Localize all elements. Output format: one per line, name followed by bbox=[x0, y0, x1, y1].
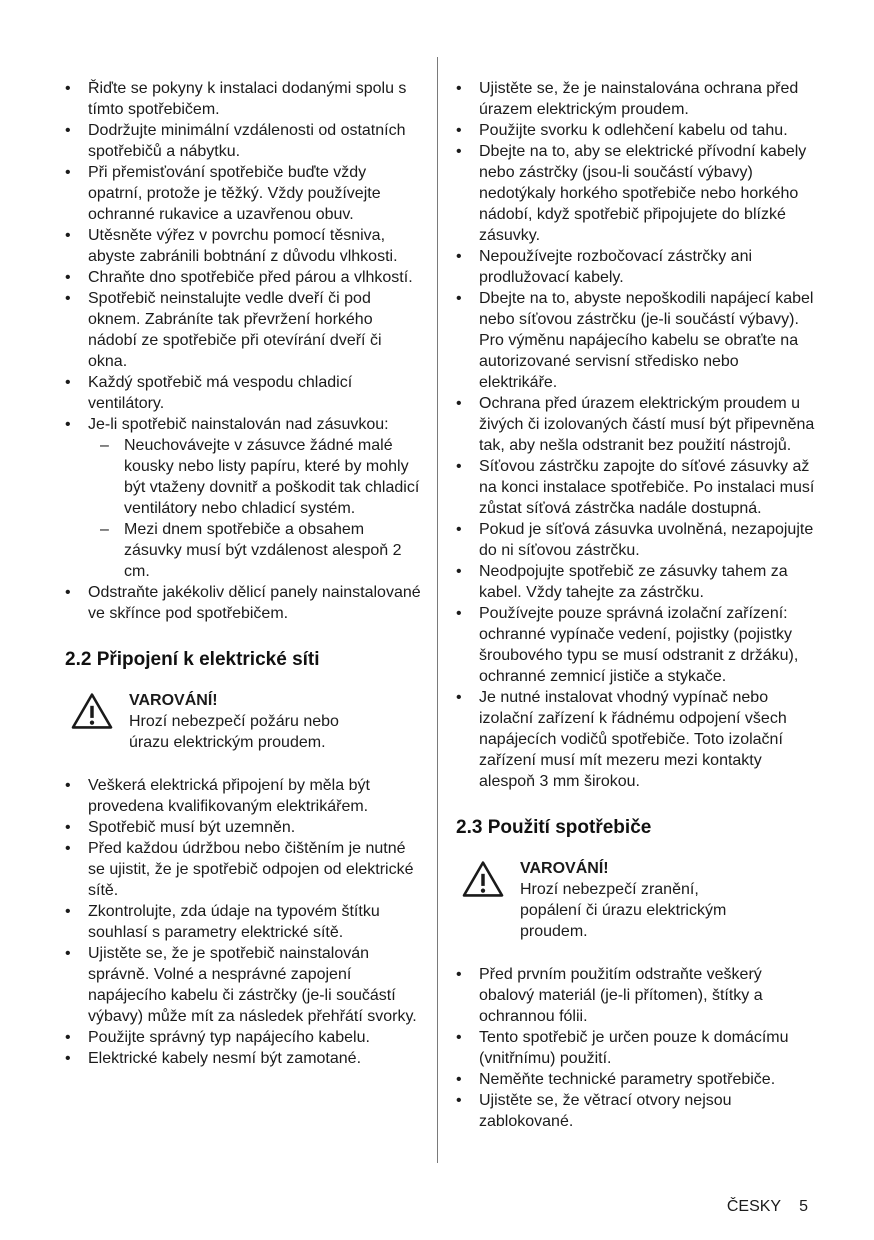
bullet-item bbox=[456, 603, 816, 687]
page-content bbox=[65, 78, 816, 1132]
bullet-item bbox=[456, 687, 816, 792]
bullet-item bbox=[456, 393, 816, 456]
item-text: Spotřebič neinstalujte vedle dveří či pod oknem. Zabráníte tak převržení horkého nádobí ze spotřebiče při otevírání dveří či okna. bbox=[88, 290, 382, 370]
bullet-marker: • bbox=[65, 290, 71, 307]
warning-title: VAROVÁNÍ! bbox=[129, 692, 218, 709]
bullet-marker: • bbox=[65, 416, 71, 433]
bullet-marker: • bbox=[456, 458, 462, 475]
item-text: Dodržujte minimální vzdálenosti od ostatních spotřebičů a nábytku. bbox=[88, 122, 406, 160]
item-text: Ochrana před úrazem elektrickým proudem u živých či izolovaných částí musí být připevněna tak, aby nešla odstranit bez použití nástrojů. bbox=[479, 395, 815, 454]
item-text: Chraňte dno spotřebiče před párou a vlhkostí. bbox=[88, 269, 413, 286]
bullet-marker: • bbox=[65, 122, 71, 139]
item-text: Tento spotřebič je určen pouze k domácímu (vnitřnímu) použití. bbox=[479, 1029, 789, 1067]
item-text: Použijte správný typ napájecího kabelu. bbox=[88, 1029, 370, 1046]
bullet-item bbox=[456, 141, 816, 246]
bullet-marker: • bbox=[65, 584, 71, 601]
bullet-item bbox=[65, 901, 421, 943]
item-text: Před každou údržbou nebo čištěním je nutné se ujistit, že je spotřebič odpojen od elektrické sítě. bbox=[88, 840, 414, 899]
bullet-marker: • bbox=[456, 521, 462, 538]
item-text: Veškerá elektrická připojení by měla být provedena kvalifikovaným elektrikářem. bbox=[88, 777, 370, 815]
warning-message: Hrozí nebezpečí požáru nebo úrazu elektrickým proudem. bbox=[129, 713, 339, 751]
bullet-item bbox=[456, 288, 816, 393]
bullet-marker: • bbox=[65, 840, 71, 857]
sub-bullet-item bbox=[65, 519, 421, 582]
bullet-marker: • bbox=[456, 563, 462, 580]
bullet-marker: • bbox=[65, 374, 71, 391]
warning-message: Hrozí nebezpečí zranění, popálení či úrazu elektrickým proudem. bbox=[520, 881, 727, 940]
bullet-item bbox=[65, 162, 421, 225]
bullet-marker: • bbox=[456, 605, 462, 622]
item-text: Použijte svorku k odlehčení kabelu od tahu. bbox=[479, 122, 788, 139]
bullet-marker: • bbox=[456, 1029, 462, 1046]
bullet-marker: • bbox=[65, 945, 71, 962]
item-text: Ujistěte se, že je nainstalována ochrana před úrazem elektrickým proudem. bbox=[479, 80, 799, 118]
bullet-item bbox=[65, 943, 421, 1027]
warning-triangle-icon bbox=[462, 860, 504, 898]
bullet-item bbox=[456, 120, 816, 141]
item-text: Před prvním použitím odstraňte veškerý obalový materiál (je-li přítomen), štítky a ochrannou fólii. bbox=[479, 966, 763, 1025]
bullet-marker: • bbox=[65, 1050, 71, 1067]
bullet-item bbox=[65, 288, 421, 372]
bullet-marker: • bbox=[456, 248, 462, 265]
item-text: Elektrické kabely nesmí být zamotané. bbox=[88, 1050, 362, 1067]
bullet-item bbox=[65, 267, 421, 288]
bullet-item bbox=[65, 372, 421, 414]
warning-box bbox=[456, 858, 816, 942]
bullet-marker: • bbox=[65, 269, 71, 286]
dash-marker: – bbox=[100, 437, 109, 454]
bullet-item bbox=[65, 838, 421, 901]
bullet-item bbox=[65, 817, 421, 838]
item-text: Neuchovávejte v zásuvce žádné malé kousky nebo listy papíru, které by mohly být vtaženy dovnitř a poškodit tak chladicí ventilátory nebo chladicí systém. bbox=[124, 437, 420, 517]
bullet-marker: • bbox=[65, 1029, 71, 1046]
page-footer bbox=[727, 1196, 808, 1217]
item-text: Odstraňte jakékoliv dělicí panely nainstalované ve skřínce pod spotřebičem. bbox=[88, 584, 421, 622]
item-text: Ujistěte se, že je spotřebič nainstalován správně. Volné a nesprávné zapojení napájecího kabelu či zástrčky (je-li součástí výbavy) může mít za následek přehřátí svorky. bbox=[88, 945, 417, 1025]
item-text: Každý spotřebič má vespodu chladicí ventilátory. bbox=[88, 374, 353, 412]
bullet-item bbox=[456, 519, 816, 561]
warning-triangle-icon bbox=[462, 860, 504, 898]
bullet-marker: • bbox=[456, 1071, 462, 1088]
bullet-item bbox=[65, 1048, 421, 1069]
section-heading: 2.3 Použití spotřebiče bbox=[456, 817, 652, 838]
bullet-marker: • bbox=[456, 122, 462, 139]
item-text: Utěsněte výřez v povrchu pomocí těsniva, abyste zabránili bobtnání z důvodu vlhkosti. bbox=[88, 227, 398, 265]
item-text: Zkontrolujte, zda údaje na typovém štítku souhlasí s parametry elektrické sítě. bbox=[88, 903, 380, 941]
item-text: Ujistěte se, že větrací otvory nejsou zablokované. bbox=[479, 1092, 732, 1130]
item-text: Řiďte se pokyny k instalaci dodanými spolu s tímto spotřebičem. bbox=[88, 80, 407, 118]
bullet-item bbox=[456, 246, 816, 288]
item-text: Mezi dnem spotřebiče a obsahem zásuvky musí být vzdálenost alespoň 2 cm. bbox=[124, 521, 402, 580]
bullet-marker: • bbox=[456, 290, 462, 307]
warning-triangle-icon bbox=[71, 692, 113, 730]
bullet-marker: • bbox=[456, 143, 462, 160]
section-heading: 2.2 Připojení k elektrické síti bbox=[65, 649, 320, 670]
item-text: Dbejte na to, abyste nepoškodili napájecí kabel nebo síťovou zástrčku (je-li součástí výbavy). Pro výměnu napájecího kabelu se obraťte na autorizované servisní středisko nebo elektrikáře. bbox=[479, 290, 814, 391]
bullet-item bbox=[65, 1027, 421, 1048]
footer-language-label: ČESKY bbox=[726, 1198, 782, 1215]
warning-box bbox=[65, 690, 421, 753]
bullet-item bbox=[65, 414, 421, 435]
bullet-marker: • bbox=[65, 227, 71, 244]
bullet-item bbox=[456, 78, 816, 120]
bullet-item bbox=[456, 1027, 816, 1069]
bullet-item bbox=[65, 225, 421, 267]
bullet-item bbox=[65, 78, 421, 120]
bullet-marker: • bbox=[65, 819, 71, 836]
left-column bbox=[65, 78, 437, 1069]
bullet-marker: • bbox=[65, 80, 71, 97]
right-column bbox=[456, 78, 816, 1132]
bullet-item bbox=[456, 456, 816, 519]
warning-title: VAROVÁNÍ! bbox=[520, 860, 609, 877]
item-text: Používejte pouze správná izolační zařízení: ochranné vypínače vedení, pojistky (pojistky šroubového typu se musí odstranit z držáku), ochranné zemnicí jističe a stykače. bbox=[479, 605, 799, 685]
item-text: Pokud je síťová zásuvka uvolněná, nezapojujte do ni síťovou zástrčku. bbox=[479, 521, 814, 559]
dash-marker: – bbox=[100, 521, 109, 538]
item-text: Síťovou zástrčku zapojte do síťové zásuvky až na konci instalace spotřebiče. Po instalaci musí zůstat síťová zástrčka nadále dostupná. bbox=[479, 458, 815, 517]
bullet-item bbox=[65, 775, 421, 817]
item-text: Při přemisťování spotřebiče buďte vždy opatrní, protože je těžký. Vždy používejte ochranné rukavice a uzavřenou obuv. bbox=[88, 164, 381, 223]
bullet-item bbox=[456, 1069, 816, 1090]
item-text: Spotřebič musí být uzemněn. bbox=[88, 819, 296, 836]
warning-text-block bbox=[129, 690, 361, 753]
bullet-item bbox=[456, 561, 816, 603]
bullet-item bbox=[456, 964, 816, 1027]
bullet-marker: • bbox=[65, 903, 71, 920]
bullet-marker: • bbox=[456, 395, 462, 412]
item-text: Nepoužívejte rozbočovací zástrčky ani prodlužovací kabely. bbox=[479, 248, 753, 286]
item-text: Neměňte technické parametry spotřebiče. bbox=[479, 1071, 776, 1088]
bullet-item bbox=[456, 1090, 816, 1132]
bullet-marker: • bbox=[456, 1092, 462, 1109]
bullet-item bbox=[65, 582, 421, 624]
bullet-item bbox=[65, 120, 421, 162]
bullet-marker: • bbox=[456, 80, 462, 97]
item-text: Je-li spotřebič nainstalován nad zásuvkou: bbox=[88, 416, 389, 433]
item-text: Neodpojujte spotřebič ze zásuvky tahem za kabel. Vždy tahejte za zástrčku. bbox=[479, 563, 788, 601]
item-text: Je nutné instalovat vhodný vypínač nebo izolační zařízení k řádnému odpojení všech napájecích vodičů spotřebiče. Toto izolační zařízení musí mít mezeru mezi kontakty alespoň 3 mm širokou. bbox=[479, 689, 787, 790]
bullet-marker: • bbox=[456, 966, 462, 983]
sub-bullet-item bbox=[65, 435, 421, 519]
warning-triangle-icon bbox=[71, 692, 113, 730]
footer-page-number: 5 bbox=[799, 1198, 808, 1215]
bullet-marker: • bbox=[456, 689, 462, 706]
bullet-marker: • bbox=[65, 777, 71, 794]
item-text: Dbejte na to, aby se elektrické přívodní kabely nebo zástrčky (jsou-li součástí výbavy) nedotýkaly horkého spotřebiče nebo horkého nádobí, když spotřebič připojujete do blízké zásuvky. bbox=[479, 143, 807, 244]
warning-text-block bbox=[520, 858, 752, 942]
bullet-marker: • bbox=[65, 164, 71, 181]
